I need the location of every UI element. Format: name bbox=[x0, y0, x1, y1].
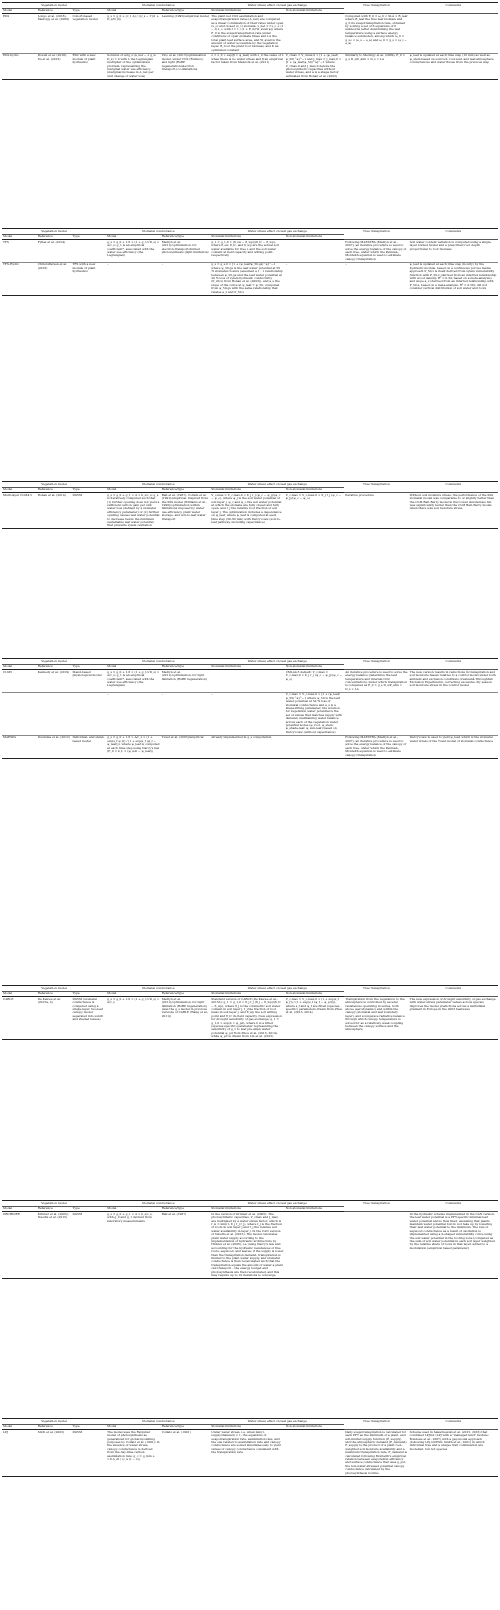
cell-stomatal: In the version of Krinner et al. (2005): The photosynthetic capacities, V_cmax and J_max, are multiplied by a water stress factor, which is f_w = min(1, Σ_j f_j r_j), where f_j is the fraction of roots in soil layer j and r_j the relative soil water availability in layer j. In the CAN version of Naudts et al. (2015): The model calculates plant water supply according to the implementation of hydraulic architecture by Hickler et al. (2006), i.e. using Darcy's law and accounting for the hydraulic resistances of fine roots, sapwood, and leaves; if the supply is lower than the transpiration demand, transpiration is limited to the plant water supply, and stomatal conductance is then recalculated such that the transpiration equals the amount of water a plant can transport – the energy budget and photosynthesis are then recalculated, and this may require up to 10 iterations to converge bbox=[211, 1211, 284, 1278]
cell-reference: Christoffersen et al. (2016) bbox=[37, 262, 72, 295]
cell-gs-model: g_s = g_0 + 1.6 × A/c_s × (1 + exp(s_f ψ_f)) / (1 + exp(s_f (ψ_f − ψ_leaf))), where ψ_leaf is computed at each time step using Darcy's law (E_0 = k_L × (ψ_soil − ψ_leaf)) bbox=[106, 735, 161, 758]
group-header: Tree transpiration bbox=[344, 3, 408, 14]
group-header: Water stress effect on leaf gas exchange bbox=[210, 1419, 344, 1425]
group-header: Vegetation model bbox=[2, 482, 106, 488]
cell-gs-model: g_s = g_0 + g_1 × A × h_s/c_s, with g_0 and g_1 derived from laboratory measurements bbox=[106, 1212, 161, 1279]
group-header: Water stress effect on leaf gas exchange bbox=[210, 1201, 344, 1207]
cell-nonstomatal bbox=[285, 735, 345, 758]
column-header: Reference/type bbox=[161, 1206, 211, 1212]
group-header: Stomatal conductance bbox=[106, 1201, 210, 1207]
cell-nonstomatal bbox=[285, 14, 345, 54]
group-header: Water stress effect on leaf gas exchange bbox=[210, 659, 344, 665]
cell-type bbox=[71, 240, 106, 263]
column-header: Model bbox=[106, 664, 161, 670]
models-table bbox=[2, 228, 498, 296]
cell-gs-model: g_s = g_0 + g_1 × A × h_s/c_s; g_s is iteratively computed such that (1) further opening does not yield a sufficient carbon gain per unit water loss (defined by a stomatal efficiency parameter) or (2) further opening causes leaf water potential to decrease below the minimum sustainable leaf water potential that prevents xylem cavitation bbox=[107, 492, 160, 528]
column-header: Stomatal limitations bbox=[210, 664, 284, 670]
cell-gs-ref: Medlyn et al. (2011)/optimization, for light limitation (RuBP regeneration) bbox=[161, 670, 211, 693]
group-header: Stomatal conductance bbox=[106, 1419, 210, 1425]
column-header: Reference bbox=[37, 991, 72, 997]
group-header: Vegetation model bbox=[2, 659, 106, 665]
column-header: Reference/type bbox=[161, 991, 211, 997]
cell-reference: Sitch et al. (2003) bbox=[37, 1430, 72, 1476]
cell-transp: Following MAESTRA (Medlyn et al., 2007), an iterative procedure is used to solve the energy balance of the canopy of each tree, under which the Penman–Monteith equation is used to estimate canopy transpiration bbox=[344, 240, 408, 263]
cell-stomatal: Already implemented in g_s computation bbox=[210, 735, 284, 758]
cell-stomatal: λ = λ_0 × exp(β × ψ_leaf) with λ_0 the value of λ when there is no water stress and β an empirical factor taken from Manzoni et al. (2011) bbox=[210, 53, 284, 79]
cell-reference: Duursma et al. (2012) bbox=[37, 735, 72, 758]
models-table bbox=[2, 1418, 498, 1477]
column-header: Non-stomatal limitations bbox=[285, 8, 345, 14]
column-header: Reference/type bbox=[161, 1424, 211, 1430]
cell-gs-model: g_s = g_0 + 1.6 × (1 + g_1/√D_s) × A/c_s; g_1 is an empirical coefficient*, associated with the water use efficiency (the Lagrangian) bbox=[106, 670, 161, 693]
cell-stomatal: The plant net CO2 assimilation and evapotranspiration rates (A_net) are computed as a linear combination of their rates under open (x_o) and closed (x_c) stomata: x_net = f x_o + (1 − f) x_c, with f = 1 / (1 + E_0/(W_avail ψ)) where E_0 is the evapotranspiration rate under conditions of open stomata times and LA the total plant leaf surface area, and W_avail is the amount of water accessible by the vegetation layer, B_root the plant root biomass, and K an optimized constant bbox=[211, 13, 284, 52]
cell-comments bbox=[409, 692, 498, 735]
column-header: Type bbox=[71, 234, 106, 240]
cell-gs-model: – bbox=[106, 692, 161, 735]
table-row bbox=[2, 1430, 498, 1476]
cell-model: TFS bbox=[2, 240, 37, 263]
cell-type: TFS with a new module of plant hydraulics bbox=[71, 262, 106, 295]
cell-nonstomatal bbox=[285, 240, 345, 263]
cell-stomatal: V_c,max = V_c,max,0 × Σ_j f_j (ψ_c − ψ_j)/(ψ_c − ψ_o), where ψ_j is the soil water potential of soil layer j, ψ_c and ψ_o the soil water potential at which the stomata are fully closed and fully open, and r_j the relative root fraction of soil layer j. The optimization includes a dependence on ψ_leaf, where ψ_leaf is computed at each time step (30–60 min) with Darcy's law (soil-to-leaf pathway, including capacitance) bbox=[210, 493, 284, 529]
cell-transp: Transpiration from the vegetation to the atmosphere is controlled by several resistances operating in series, both above (aerodynamic) and within the canopy (stomatal and leaf boundary layer), and a longwave radiative balance through which canopy temperature is solved for as a relatively weak coupling between the canopy surface and the atmosphere bbox=[344, 997, 408, 1040]
cell-gs-ref: Ball et al. (1987), Collatz et al. (1991)/empirical. Inspired from the SPA model (Williams et al., 1996)/optimization within limitations imposed by water use efficiency, plant water storage, and soil-to-leaf water transport bbox=[161, 493, 211, 529]
cell-type: Cohort-based vegetation model bbox=[71, 14, 106, 54]
group-header: Tree transpiration bbox=[344, 1419, 408, 1430]
cell-transp: Iterative procedure bbox=[344, 493, 408, 529]
cell-type: Stand-based physiological model bbox=[71, 670, 106, 693]
group-header: Stomatal conductance bbox=[106, 229, 210, 235]
column-header: Type bbox=[71, 991, 106, 997]
column-header: Stomatal limitations bbox=[210, 487, 284, 493]
cell-model: TFS-Hydro bbox=[2, 262, 37, 295]
cell-type: DGVM (stomatal conductance is computed using a single-layer, two-leaf canopy model separated into sunlit and shaded leaves) bbox=[71, 997, 106, 1040]
cell-reference: Fyllas et al. (2014) bbox=[37, 240, 72, 263]
cell-reference: Krinner et al. (2005), Naudts et al. (2015) bbox=[37, 1212, 72, 1279]
table-block-5 bbox=[2, 1200, 498, 1414]
column-header: Type bbox=[71, 664, 106, 670]
cell-gs-model: The model uses the Farquhar model of photosynthesis as generalized for global modelling purposes by Collatz et al. (1991); in the absence of water stress, canopy conductance is derived from the day-time carbon assimilation rate: g_c = g_min + 1.6 A_dt / (c_a (1 − λ)) bbox=[106, 1430, 161, 1476]
cell-comments: Without soil moisture stress, the performance of the SPA stomatal model was comparable to or slightly better than the CLM Ball–Berry model in flux tower simulations but was significantly better than the CLM Ball–Berry model when there was soil moisture stress bbox=[409, 493, 498, 529]
column-header: Stomatal limitations bbox=[210, 234, 284, 240]
column-header: Reference/type bbox=[161, 664, 211, 670]
cell-model: ED2-hydro bbox=[2, 53, 37, 79]
column-header: Model bbox=[2, 8, 37, 14]
table-block-1 bbox=[2, 228, 498, 477]
group-header: Water stress effect on leaf gas exchange bbox=[210, 986, 344, 992]
group-header: Comments bbox=[409, 986, 498, 997]
table-block-2 bbox=[2, 481, 498, 654]
group-header: Vegetation model bbox=[2, 3, 106, 9]
cell-gs-ref: Vico et al. (2013)/optimization model, under CO2 (Rubisco) and light (RuBP regeneration/electron transport) co-limitations bbox=[161, 53, 211, 79]
table-block-4 bbox=[2, 985, 498, 1196]
column-header: Model bbox=[106, 487, 161, 493]
cell-transp: An iterative procedure is used to solve the energy balance (determine the leaf temperature and internal CO2 concentration), under which transpiration is computed as E_0 = g_s D_s/P_atm × D_s × LA bbox=[345, 669, 408, 691]
cell-stomatal bbox=[210, 670, 284, 693]
group-header: Tree transpiration bbox=[344, 1201, 408, 1212]
cell-comments: ψ_leaf is updated at each time step (10 min) as well as ψ_stem based on soil-root, root-leaf, and leaf-atmosphere conductances and water fluxes from the previous step bbox=[409, 53, 498, 79]
cell-transp: Daily evapotranspiration is calculated for each PFT as the minimum of a plant- and soil-limited supply function (E_supply) and the atmospheric demand (E_demand). E_supply is the product of a plant root-weighted soil moisture availability and a maximum transpiration rate. E_demand is calculated following Monteith's empirical relation between evaporation efficiency and surface conductance that uses g_pot, the non-water-stressed potential canopy conductance calculated by the photosynthesis routine bbox=[345, 1429, 408, 1475]
table-row bbox=[2, 262, 498, 295]
cell-type: DGVM bbox=[71, 493, 106, 529]
cell-stomatal: Standard version of CABLE (De Kauwe et al., 2015b): g_1 = g_1,0 × Σ_j f_j (θ_j − θ_wp)/(θ_fc − θ_wp), where θ_j is the volumetric soil water content in soil layer j, f_j the fraction of root mass in soil layer j, and θ_wp the soil wilting point and θ_fc its field capacity. New expression for drought sensitivity of gas exchange: g_1 = g_1,0 × exp(b × ψ_pd), where b is a fitted (species-specific) parameter representing the sensitivity of g_1 to leaf pre-dawn water potential ψ_pd from Zhou et al. (2013, 2014), while ψ_pd is drawn from Lin et al. (2015) bbox=[210, 997, 284, 1040]
column-header: Non-stomatal limitations bbox=[285, 991, 345, 997]
cell-nonstomatal: V_cmax = V_cmax,0 × [1 + (ψ_leaf/ψ_50)^a]^−1 and J_max = J_max,0 × [1 + (ψ_leaf/ψ_50)^a]^−1 where V_cmax,0 and J_max,0 denote the photosynthetic capacities without water stress, and a is a shape factor estimated from Bonan et al. (2003) bbox=[285, 53, 345, 79]
column-header: Model bbox=[2, 234, 37, 240]
column-header: Model bbox=[2, 991, 37, 997]
column-header: Non-stomatal limitations bbox=[285, 234, 345, 240]
cell-model: LPJ bbox=[2, 1430, 37, 1476]
cell-gs-ref: – bbox=[161, 692, 211, 735]
group-header: Water stress effect on leaf gas exchange bbox=[210, 229, 344, 235]
cell-transp: Similarly to Medvigy et al. (2009), E_0 = g_s D_s/P_atm × D_s × LA bbox=[344, 53, 408, 79]
group-header: Vegetation model bbox=[2, 1201, 106, 1207]
cell-nonstomatal bbox=[285, 1430, 345, 1476]
cell-nonstomatal: V_c,max = V_c,max,0 × Σ_j r_j (ψ_c − ψ_j)/(ψ_c − ψ_o) bbox=[285, 493, 345, 529]
column-header: Model bbox=[2, 1424, 37, 1430]
column-header: Model bbox=[106, 991, 161, 997]
cell-nonstomatal: – bbox=[285, 262, 345, 295]
column-header: Reference bbox=[37, 664, 72, 670]
cell-comments: ψ_leaf is updated at each time step (hourly) by the hydraulic module, based on a continuous porous media approach P_50,x is itself derived from xylem vulnerability function with P_50,x (derived from an inferred relationship with wood density, R² = 0.34, based on a meta-analysis) and slope a_x (derived from an inferred relationship with P_50,x, based on a meta-analysis, R² = 0.58); did not consider vertical distribution of soil water and roots bbox=[409, 262, 498, 295]
cell-gs-model: g_s = g_0 + 1.6 × (1 + g_1/√D_s) × A/c_s; g_1 is an empirical coefficient*, associated with the water use efficiency (the Lagrangian) bbox=[106, 240, 161, 263]
cell-gs-ref: Tuzet et al. (2003)/empirical bbox=[161, 735, 211, 758]
cell-comments bbox=[409, 14, 498, 54]
column-header: Stomatal limitations bbox=[210, 1424, 284, 1430]
group-header: Stomatal conductance bbox=[106, 482, 210, 488]
group-header: Vegetation model bbox=[2, 229, 106, 235]
table-row bbox=[2, 670, 498, 693]
group-header: Stomatal conductance bbox=[106, 659, 210, 665]
column-header: Type bbox=[71, 8, 106, 14]
group-header: Tree transpiration bbox=[344, 659, 408, 670]
table-block-0 bbox=[2, 2, 498, 225]
column-header: Non-stomatal limitations bbox=[285, 1206, 345, 1212]
group-header: Comments bbox=[409, 229, 498, 240]
cell-model: CABLE bbox=[2, 997, 37, 1040]
cell-gs-ref: – bbox=[161, 262, 211, 295]
models-table bbox=[2, 1200, 498, 1279]
column-header: Type bbox=[71, 1206, 106, 1212]
cell-type bbox=[71, 692, 106, 735]
models-table bbox=[2, 658, 498, 759]
table-row bbox=[2, 1212, 498, 1279]
cell-gs-model: Solution of ∂/∂g_s (A_net − λ g_w D_s) = 0 with λ the Lagrangian multiplier of the optimization problem, representing the marginal water use efficiency (marginal increase in A_net per unit change of water loss) bbox=[106, 53, 161, 79]
cell-stomatal: g_1 = g_1,0 × (θ_sw − θ_wp)/(θ_fc − θ_wp), where θ_sw, θ_fc, and θ_wp are the actual soil water available for tree i, and the soil water content at field capacity and wilting point, respectively bbox=[210, 240, 284, 263]
cell-nonstomatal bbox=[285, 1212, 345, 1279]
cell-gs-ref: Medlyn et al. (2011)/optimization, for electron-transport-limited photosynthesis (light limitation) bbox=[161, 240, 211, 263]
table-row bbox=[2, 692, 498, 735]
column-header: Reference/type bbox=[161, 8, 211, 14]
column-header: Stomatal limitations bbox=[210, 991, 284, 997]
column-header: Non-stomatal limitations bbox=[285, 487, 345, 493]
table-row bbox=[2, 240, 498, 263]
group-header: Water stress effect on leaf gas exchange bbox=[210, 482, 344, 488]
cell-comments: In the hydraulic scheme implemented in the CAN version, the leaf water potential is a PFT-specific minimal leaf water potential and is thus fixed, assuming that plants maintain water potential but do not take up by lowering their leaf water potential to the minimum. The loss of sapwood conductance as a result of cavitation is implemented using a S-shaped vulnerability curve using the soil water potential in the rooting zone (computed as the sum of soil water potential in each soil layer weighted by the relative share of roots in that layer, added to a modulation (empirical based parameter) bbox=[409, 1212, 498, 1279]
cell-gs-ref: Leuning (1995)/empirical model bbox=[161, 14, 211, 54]
group-header: Tree transpiration bbox=[344, 229, 408, 240]
table-row bbox=[2, 14, 498, 54]
cell-comments: The new expression of drought sensitivity of gas exchange with water-stress parameter values across species improves the model predictions across a latitudinal gradient in Europe in the 2003 heatwave bbox=[409, 997, 498, 1040]
cell-gs-model: – bbox=[106, 262, 161, 295]
cell-type: Individual- and stand-based model bbox=[71, 735, 106, 758]
cell-comments: Scheme used in Sakschewski et al. (2015, 2016) that combined LPJmL (LPJ with a "managed land" module; Bondeau et al., 2007) with a gap model approach (following LPJ-GUESS; Smith et al., 2001) in which individual tree and a unique trait combination are modelled, but not species bbox=[409, 1430, 498, 1476]
column-header: Reference bbox=[37, 8, 72, 14]
column-header: Non-stomatal limitations bbox=[285, 1424, 345, 1430]
cell-stomatal: Under water stress, i.e. when min(1, supply/demand) < 1, the equations of evapotranspiration rate, assimilation rate, and the one related to assimilation rate and canopy conductance are solved simultaneously to yield values of canopy conductance consistent with the transpiration rate bbox=[210, 1430, 284, 1476]
group-header: Water stress effect on leaf gas exchange bbox=[210, 3, 344, 9]
cell-comments: The new version results in reductions in transpiration and soil moisture biases relative to a control model under both ambient and exclusion conditions (Caxiuanã Throughfall Exclusion Experiment), correcting excessive dry season soil moisture stress in the control model bbox=[409, 670, 498, 693]
cell-gs-ref: Ball et al. (1987) bbox=[161, 1212, 211, 1279]
cell-comments: Darcy's law is used to yield ψ_leaf, which is the stomatal water stress of the Tuzet model of stomatal conductance bbox=[409, 735, 498, 758]
cell-reference bbox=[37, 692, 72, 735]
table-block-6 bbox=[2, 1418, 498, 1606]
cell-model: Multi-layer CLM4.5 bbox=[2, 493, 37, 529]
cell-transp: Following MAESTRA (Medlyn et al., 2007), an iterative procedure is used to solve the energy balance of the canopy of each tree, under which the Penman–Monteith equation is used to estimate canopy transpiration bbox=[344, 735, 408, 758]
column-header: Model bbox=[106, 234, 161, 240]
cell-model: ORCHIDEE bbox=[2, 1212, 37, 1279]
group-header: Comments bbox=[409, 3, 498, 14]
group-header: Comments bbox=[409, 1419, 498, 1430]
group-header: Comments bbox=[409, 659, 498, 670]
cell-stomatal: g_s = g_s,0 × [1 + (ψ_leaf/ψ_50,gs)^a]^−1 where ψ_50,gs is the leaf water potential at 50 % stomatal closure (assumed a 1 : 1 relationship between ψ_50,gs and the leaf water potential at 20 % loss of xylem hydraulic conductivity (P_20,x) from Bonan et al. (2003)), and a_s the slope of the curve at ψ_leaf = ψ_50, computed from ψ_50,gs with the same relationship that relates a_x and P_50,x bbox=[211, 262, 283, 294]
column-header: Model bbox=[2, 487, 37, 493]
group-header: Vegetation model bbox=[2, 986, 106, 992]
column-header: Stomatal limitations bbox=[210, 1206, 284, 1212]
column-header: Model bbox=[106, 1424, 161, 1430]
group-header: Tree transpiration bbox=[344, 482, 408, 493]
cell-stomatal: – bbox=[210, 692, 284, 735]
column-header: Reference bbox=[37, 1206, 72, 1212]
models-table bbox=[2, 2, 498, 80]
table-row bbox=[2, 493, 498, 529]
cell-reference: Bonan et al. (2014) bbox=[37, 493, 72, 529]
cell-model: ED2 bbox=[2, 14, 37, 54]
cell-reference: Kennedy et al. (2019) bbox=[37, 670, 72, 693]
cell-reference: Powell et al. (2018), Xu et al. (2016) bbox=[37, 53, 72, 79]
group-header: Tree transpiration bbox=[344, 986, 408, 997]
cell-type: DGVM bbox=[71, 1212, 106, 1279]
cell-comments: Soil water content variation is computed using a single-layer bucket model and a prescribed root depth proportional to root biomass bbox=[409, 240, 498, 263]
table-block-3 bbox=[2, 658, 498, 981]
cell-model bbox=[2, 692, 37, 735]
column-header: Reference/type bbox=[161, 234, 211, 240]
cell-nonstomatal: CMLA4.5 default: V_c,max = V_c,max,0 × Σ_j r_j (ψ_c − ψ_j)/(ψ_c − ψ_o) bbox=[285, 670, 345, 693]
group-header: Comments bbox=[409, 482, 498, 493]
cell-transp: Computed with E_0 = ω_0 × SLA × B_leaf where B_leaf the tree leaf biomass and g_0 its evapotranspiration rate, obtained by solving a set of 6 equations of 6 unknowns (after determining the leaf temperature using a surface energy balance submodel), among which ω_0 = g_so × (e_s − e_a) and ω_0 = g_s × (e_i − e_a) bbox=[344, 14, 408, 54]
group-header: Vegetation model bbox=[2, 1419, 106, 1425]
cell-gs-model: g_s = g_0 + 1.6 × (1 + g_1/√D_s) × A/c_s bbox=[106, 997, 161, 1040]
models-table bbox=[2, 481, 498, 529]
column-header: Type bbox=[71, 1424, 106, 1430]
group-header: Stomatal conductance bbox=[106, 986, 210, 992]
cell-reference: Longo et al. (2018), Medvigy et al. (2009) bbox=[37, 14, 72, 54]
cell-model: CLM5 bbox=[2, 670, 37, 693]
column-header: Model bbox=[106, 8, 161, 14]
group-header: Stomatal conductance bbox=[106, 3, 210, 9]
cell-reference: De Kauwe et al. (2015a, b) bbox=[37, 997, 72, 1040]
table-row bbox=[2, 53, 498, 79]
cell-transp bbox=[344, 1212, 408, 1279]
column-header: Non-stomatal limitations bbox=[285, 664, 345, 670]
cell-gs-model: g_s = g_0 + (c_1 A) / ((c_s − Γ)(1 + D_s/D_0)) bbox=[106, 14, 161, 54]
cell-transp bbox=[344, 692, 408, 735]
cell-transp: – bbox=[344, 262, 408, 295]
cell-gs-ref: Collatz et al. (1991) bbox=[161, 1430, 211, 1476]
models-table bbox=[2, 985, 498, 1040]
table-row bbox=[2, 735, 498, 758]
cell-model: MAESPA bbox=[2, 735, 37, 758]
cell-type: ED2 with a new module of plant hydraulics bbox=[71, 53, 106, 79]
column-header: Reference bbox=[37, 234, 72, 240]
column-header: Type bbox=[71, 487, 106, 493]
cell-nonstomatal: V_c,max = V_c,max,0 × [1 + (ψ_leaf/ψ_50)^a]^−1 where ψ_50 is the leaf water potential at 50 % loss of stomatal conductance and a_s is a shape-fitting parameter; the solution for vegetation water potential is the set of values that matches supply with demand, maintaining water balance across each of the vegetation water potential nodes (ψ_root, ψ_stem, ψ_shade-leaf, ψ_sun-leaf) based on Darcy's law (without capacitance) bbox=[285, 692, 345, 735]
column-header: Reference/type bbox=[161, 487, 211, 493]
table-row bbox=[2, 997, 498, 1040]
column-header: Model bbox=[2, 1206, 37, 1212]
cell-nonstomatal: V_c,max = V_c,max,0 × (1 + exp(s_f ψ_f)) / (1 + exp(s_f (ψ_f − ψ_pd))), where s_f and ψ_f are fitted (species-specific) parameters drawn from Zhou et al. (2013, 2014) bbox=[285, 997, 345, 1040]
column-header: Stomatal limitations bbox=[210, 8, 284, 14]
cell-gs-ref: Medlyn et al. (2011)/optimization, for light limitation (RuBP regeneration) (was the g_s model in previous versions of CABLE (Wang et al., 2011)) bbox=[161, 997, 211, 1040]
column-header: Model bbox=[2, 664, 37, 670]
cell-type: DGVM bbox=[71, 1430, 106, 1476]
column-header: Reference bbox=[37, 487, 72, 493]
column-header: Reference bbox=[37, 1424, 72, 1430]
group-header: Comments bbox=[409, 1201, 498, 1212]
column-header: Model bbox=[106, 1206, 161, 1212]
